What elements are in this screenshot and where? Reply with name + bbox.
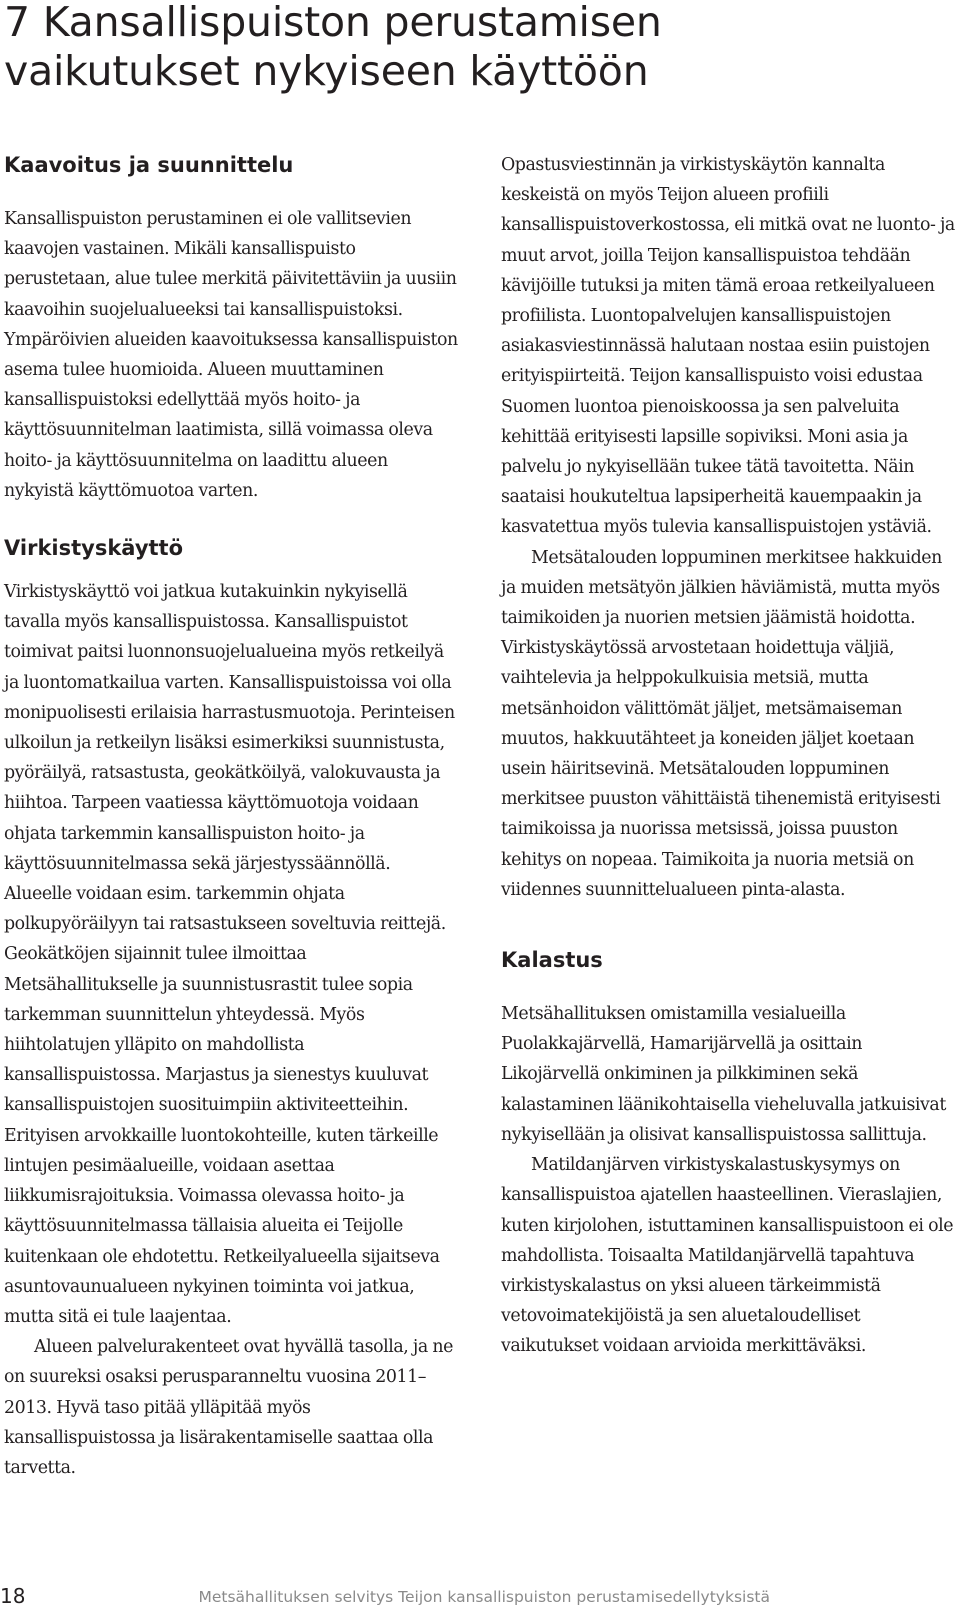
paragraph-metsatalous: Metsätalouden loppuminen merkitsee hakkuiden ja muiden metsätyön jälkien häviämistä, mutta myös taimikoiden ja nuorien metsien jäämistä hoidotta. Virkistyskäytössä arvostetaan hoidettuja väljiä, vaihtelevia ja helppokulkuisia metsiä, mutta metsänhoidon välittömät jäljet, metsämaiseman muutos, hakkuutähteet ja koneiden jäljet koetaan usein häiritsevinä. Metsätalouden loppuminen merkitsee puuston vähittäistä tihenemistä erityisesti taimikoissa ja nuorissa metsissä, joissa puuston kehitys on nopeaa. Taimikoita ja nuoria metsiä on viidennes suunnittelualueen pinta-alasta. bbox=[501, 547, 942, 900]
footer-publication-title: Metsähallituksen selvitys Teijon kansallispuiston perustamisedellytyksistä bbox=[198, 1588, 770, 1606]
section-heading-kaavoitus: Kaavoitus ja suunnittelu bbox=[4, 153, 294, 177]
right-column bbox=[501, 150, 956, 1362]
paragraph-kalastus-1: Metsähallituksen omistamilla vesialueilla Puolakkajärvellä, Hamarijärvellä ja osittain Likojärvellä onkiminen ja pilkkiminen sekä kalastaminen läänikohtaisella vieheluvalla jatkuisivat nykyisellään ja olisivat kansallispuistossa sallittuja. bbox=[501, 1004, 946, 1145]
chapter-title bbox=[4, 0, 944, 96]
paragraph-virkistyskaytto-2: Alueen palvelurakenteet ovat hyvällä tasolla, ja ne on suureksi osaksi perusparanneltu vuosina 2011–2013. Hyvä taso pitää ylläpitää myös kansallispuistossa ja lisärakentamiselle saattaa olla tarvetta. bbox=[4, 1337, 453, 1478]
left-column bbox=[4, 150, 459, 1483]
section-heading-kalastus: Kalastus bbox=[501, 948, 603, 973]
chapter-title-line-1: 7 Kansallispuiston perustamisen bbox=[4, 0, 662, 46]
paragraph-kalastus-2: Matildanjärven virkistyskalastuskysymys on kansallispuistoa ajatellen haasteellinen. Vieraslajien, kuten kirjolohen, istuttaminen kansallispuistoon ei ole mahdollista. Toisaalta Matildanjärvellä tapahtuva virkistyskalastus on yksi alueen tärkeimmistä vetovoimatekijöistä ja sen aluetaloudelliset vaikutukset voidaan arvioida merkittäväksi. bbox=[501, 1155, 954, 1357]
section-heading-virkistyskaytto: Virkistyskäyttö bbox=[4, 536, 184, 561]
chapter-title-line-2: vaikutukset nykyiseen käyttöön bbox=[4, 47, 649, 95]
paragraph-opastusviestinta: Opastusviestinnän ja virkistyskäytön kannalta keskeistä on myös Teijon alueen profiili kansallispuistoverkostossa, eli mitkä ovat ne luonto- ja muut arvot, joilla Teijon kansallispuistoa tehdään kävijöille tutuksi ja miten tämä eroaa retkeilyalueen profiilista. Luontopalvelujen kansallispuistojen asiakasviestinnässä halutaan nostaa esiin puistojen erityispiirteitä. Teijon kansallispuisto voisi edustaa Suomen luontoa pienoiskoossa ja sen palveluita kehittää erityisesti lapsille sopiviksi. Moni asia ja palvelu jo nykyisellään tukee tätä tavoitetta. Näin saataisi houkuteltua lapsiperheitä kauempaakin ja kasvatettua myös tulevia kansallispuistojen ystäviä. bbox=[501, 155, 955, 538]
paragraph-kaavoitus: Kansallispuiston perustaminen ei ole vallitsevien kaavojen vastainen. Mikäli kansallispuisto perustetaan, alue tulee merkitä päivitettäviin ja uusiin kaavoihin suojelualueeksi tai kansallispuistoksi. Ympäröivien alueiden kaavoituksessa kansallispuiston asema tulee huomioida. Alueen muuttaminen kansallispuistoksi edellyttää myös hoito- ja käyttösuunnitelman laatimista, sillä voimassa oleva hoito- ja käyttösuunnitelma on laadittu alueen nykyistä käyttömuotoa varten. bbox=[4, 209, 458, 501]
page-number: 18 bbox=[0, 1584, 26, 1608]
paragraph-virkistyskaytto-1: Virkistyskäyttö voi jatkua kutakuinkin nykyisellä tavalla myös kansallispuistossa. Kansallispuistot toimivat paitsi luonnonsuojelualueina myös retkeilyä ja luontomatkailua varten. Kansallispuistoissa voi olla monipuolisesti erilaisia harrastusmuotoja. Perinteisen ulkoilun ja retkeilyn lisäksi esimerkiksi suunnistusta, pyöräilyä, ratsastusta, geokätköilyä, valokuvausta ja hiihtoa. Tarpeen vaatiessa käyttömuotoja voidaan ohjata tarkemmin kansallispuiston hoito- ja käyttösuunnitelmassa sekä järjestyssäännöllä. Alueelle voidaan esim. tarkemmin ohjata polkupyöräilyyn tai ratsastukseen soveltuvia reittejä. Geokätköjen sijainnit tulee ilmoittaa Metsähallitukselle ja suunnistusrastit tulee sopia tarkemman suunnittelun yhteydessä. Myös hiihtolatujen ylläpito on mahdollista kansallispuistossa. Marjastus ja sienestys kuuluvat kansallispuistojen suosituimpiin aktiviteetteihin. Erityisen arvokkaille luontokohteille, kuten tärkeille lintujen pesimäalueille, voidaan asettaa liikkumisrajoituksia. Voimassa olevassa hoito- ja käyttösuunnitelmassa tällaisia alueita ei Teijolle kuitenkaan ole ehdotettu. Retkeilyalueella sijaitseva asuntovaunualueen nykyinen toiminta voi jatkua, mutta sitä ei tule laajentaa. bbox=[4, 582, 455, 1327]
